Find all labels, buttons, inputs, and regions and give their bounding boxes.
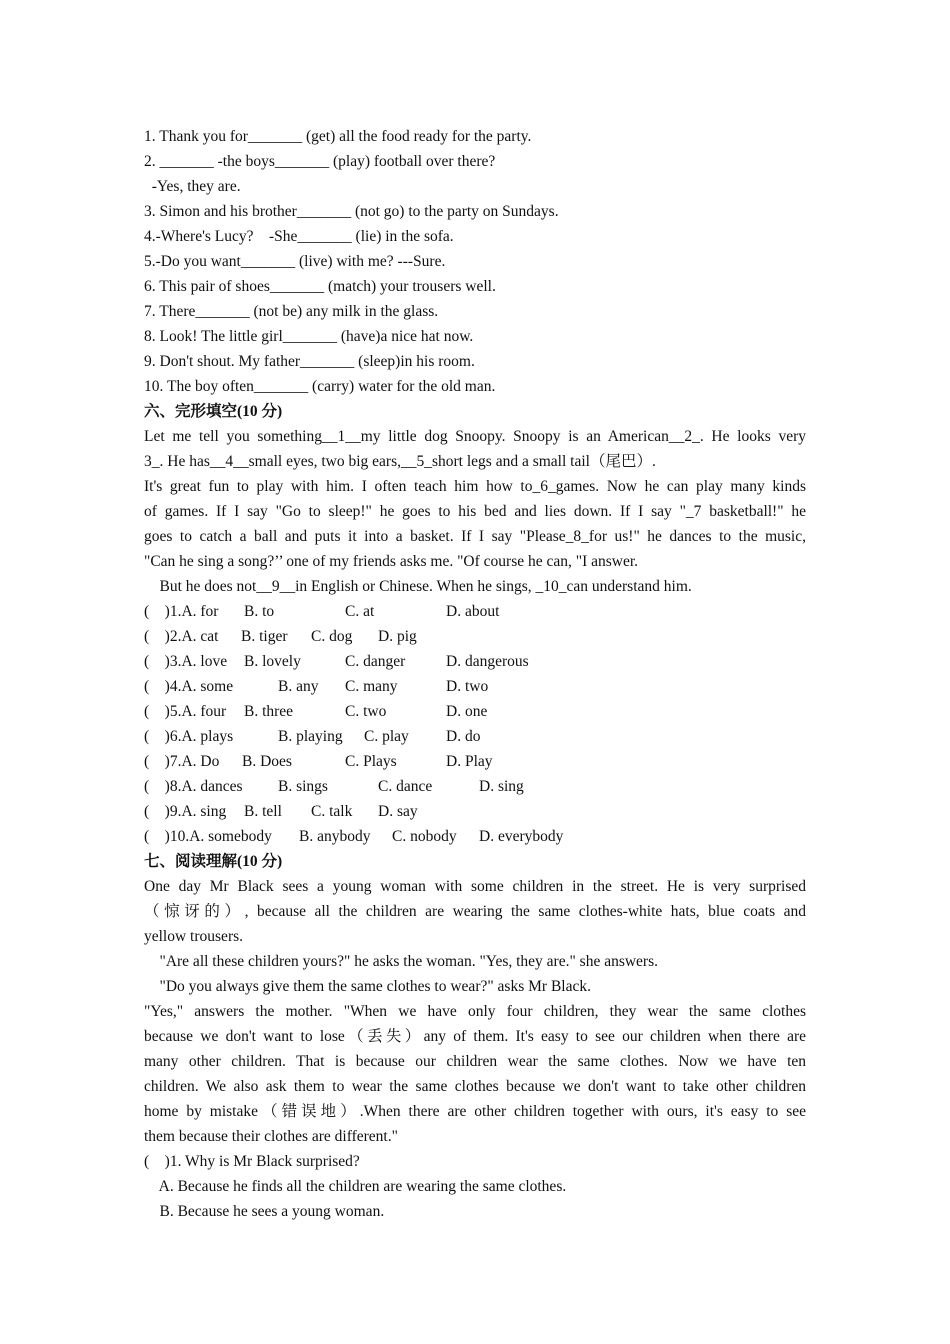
option-b: B. anybody <box>299 828 371 845</box>
reading-line: children. We also ask them to wear the same clothes because we don't want to take other children <box>144 1078 806 1095</box>
option-b: B. any <box>278 678 319 695</box>
reading-choice: B. Because he sees a young woman. <box>144 1203 385 1220</box>
cloze-passage-line: Let me tell you something__1__my little dog Snoopy. Snoopy is an American__2_. He looks very <box>144 428 806 445</box>
option-question: ( )10.A. somebody <box>144 828 272 845</box>
option-b: B. sings <box>278 778 328 795</box>
option-question: ( )5.A. four <box>144 703 227 720</box>
option-c: C. play <box>364 728 409 745</box>
option-d: D. two <box>446 678 489 695</box>
cloze-passage-line: goes to catch a ball and puts it into a basket. If I say "Please_8_for us!" he dances to the music, <box>144 528 806 545</box>
option-c: C. nobody <box>392 828 457 845</box>
option-question: ( )4.A. some <box>144 678 234 695</box>
grammar-item: -Yes, they are. <box>144 178 241 195</box>
reading-line: yellow trousers. <box>144 928 244 945</box>
option-b: B. lovely <box>244 653 301 670</box>
option-d: D. dangerous <box>446 653 529 670</box>
option-b: B. Does <box>242 753 292 770</box>
grammar-item: 8. Look! The little girl_______ (have)a nice hat now. <box>144 328 474 345</box>
option-b: B. to <box>244 603 275 620</box>
option-b: B. tiger <box>241 628 288 645</box>
reading-question: ( )1. Why is Mr Black surprised? <box>144 1153 360 1170</box>
reading-line: "Yes," answers the mother. "When we have only four children, they wear the same clothes <box>144 1003 806 1020</box>
reading-line: （惊讶的）, because all the children are wearing the same clothes-white hats, blue coats and <box>144 903 806 920</box>
grammar-item: 7. There_______ (not be) any milk in the glass. <box>144 303 439 320</box>
cloze-passage-line: "Can he sing a song?’’ one of my friends asks me. "Of course he can, "I answer. <box>144 553 639 570</box>
grammar-item: 3. Simon and his brother_______ (not go) to the party on Sundays. <box>144 203 559 220</box>
reading-line: because we don't want to lose（丢失）any of them. It's easy to see our children when there are <box>144 1028 806 1045</box>
option-c: C. talk <box>311 803 353 820</box>
option-c: C. dog <box>311 628 353 645</box>
grammar-item: 4.-Where's Lucy? -She_______ (lie) in the sofa. <box>144 228 454 245</box>
cloze-passage-line: But he does not__9__in English or Chinese. When he sings, _10_can understand him. <box>144 578 692 595</box>
cloze-passage-line: It's great fun to play with him. I often teach him how to_6_games. Now he can play many kinds <box>144 478 806 495</box>
option-b: B. three <box>244 703 294 720</box>
option-d: D. say <box>378 803 418 820</box>
option-question: ( )2.A. cat <box>144 628 219 645</box>
option-question: ( )1.A. for <box>144 603 219 620</box>
option-question: ( )3.A. love <box>144 653 228 670</box>
grammar-item: 6. This pair of shoes_______ (match) your trousers well. <box>144 278 496 295</box>
cloze-heading: 六、完形填空(10 分) <box>144 403 283 420</box>
option-d: D. one <box>446 703 488 720</box>
option-d: D. everybody <box>479 828 564 845</box>
grammar-item: 1. Thank you for_______ (get) all the food ready for the party. <box>144 128 532 145</box>
option-c: C. danger <box>345 653 406 670</box>
option-d: D. about <box>446 603 500 620</box>
option-question: ( )7.A. Do <box>144 753 220 770</box>
option-question: ( )9.A. sing <box>144 803 227 820</box>
reading-choice: A. Because he finds all the children are wearing the same clothes. <box>144 1178 567 1195</box>
option-b: B. playing <box>278 728 343 745</box>
option-c: C. Plays <box>345 753 397 770</box>
grammar-item: 9. Don't shout. My father_______ (sleep)in his room. <box>144 353 475 370</box>
reading-line: "Are all these children yours?" he asks the woman. "Yes, they are." she answers. <box>144 953 659 970</box>
reading-heading: 七、阅读理解(10 分) <box>144 853 283 870</box>
option-d: D. pig <box>378 628 417 645</box>
grammar-item: 5.-Do you want_______ (live) with me? ---Sure. <box>144 253 446 270</box>
grammar-item: 2. _______ -the boys_______ (play) football over there? <box>144 153 496 170</box>
option-c: C. dance <box>378 778 433 795</box>
reading-line: One day Mr Black sees a young woman with some children in the street. He is very surprised <box>144 878 806 895</box>
option-c: C. many <box>345 678 398 695</box>
cloze-passage-line: of games. If I say "Go to sleep!" he goes to his bed and lies down. If I say "_7 basketball!" he <box>144 503 806 520</box>
option-d: D. Play <box>446 753 493 770</box>
option-d: D. do <box>446 728 481 745</box>
grammar-item: 10. The boy often_______ (carry) water for the old man. <box>144 378 496 395</box>
option-c: C. two <box>345 703 387 720</box>
option-d: D. sing <box>479 778 524 795</box>
option-c: C. at <box>345 603 375 620</box>
option-question: ( )8.A. dances <box>144 778 243 795</box>
cloze-passage-line: 3_. He has__4__small eyes, two big ears,__5_short legs and a small tail（尾巴）. <box>144 453 656 470</box>
reading-line: home by mistake（错误地）.When there are other children together with ours, it's easy to see <box>144 1103 806 1120</box>
reading-line: "Do you always give them the same clothes to wear?" asks Mr Black. <box>144 978 591 995</box>
option-b: B. tell <box>244 803 282 820</box>
option-question: ( )6.A. plays <box>144 728 234 745</box>
reading-line: many other children. That is because our children wear the same clothes. Now we have ten <box>144 1053 806 1070</box>
reading-line: them because their clothes are different." <box>144 1128 398 1145</box>
